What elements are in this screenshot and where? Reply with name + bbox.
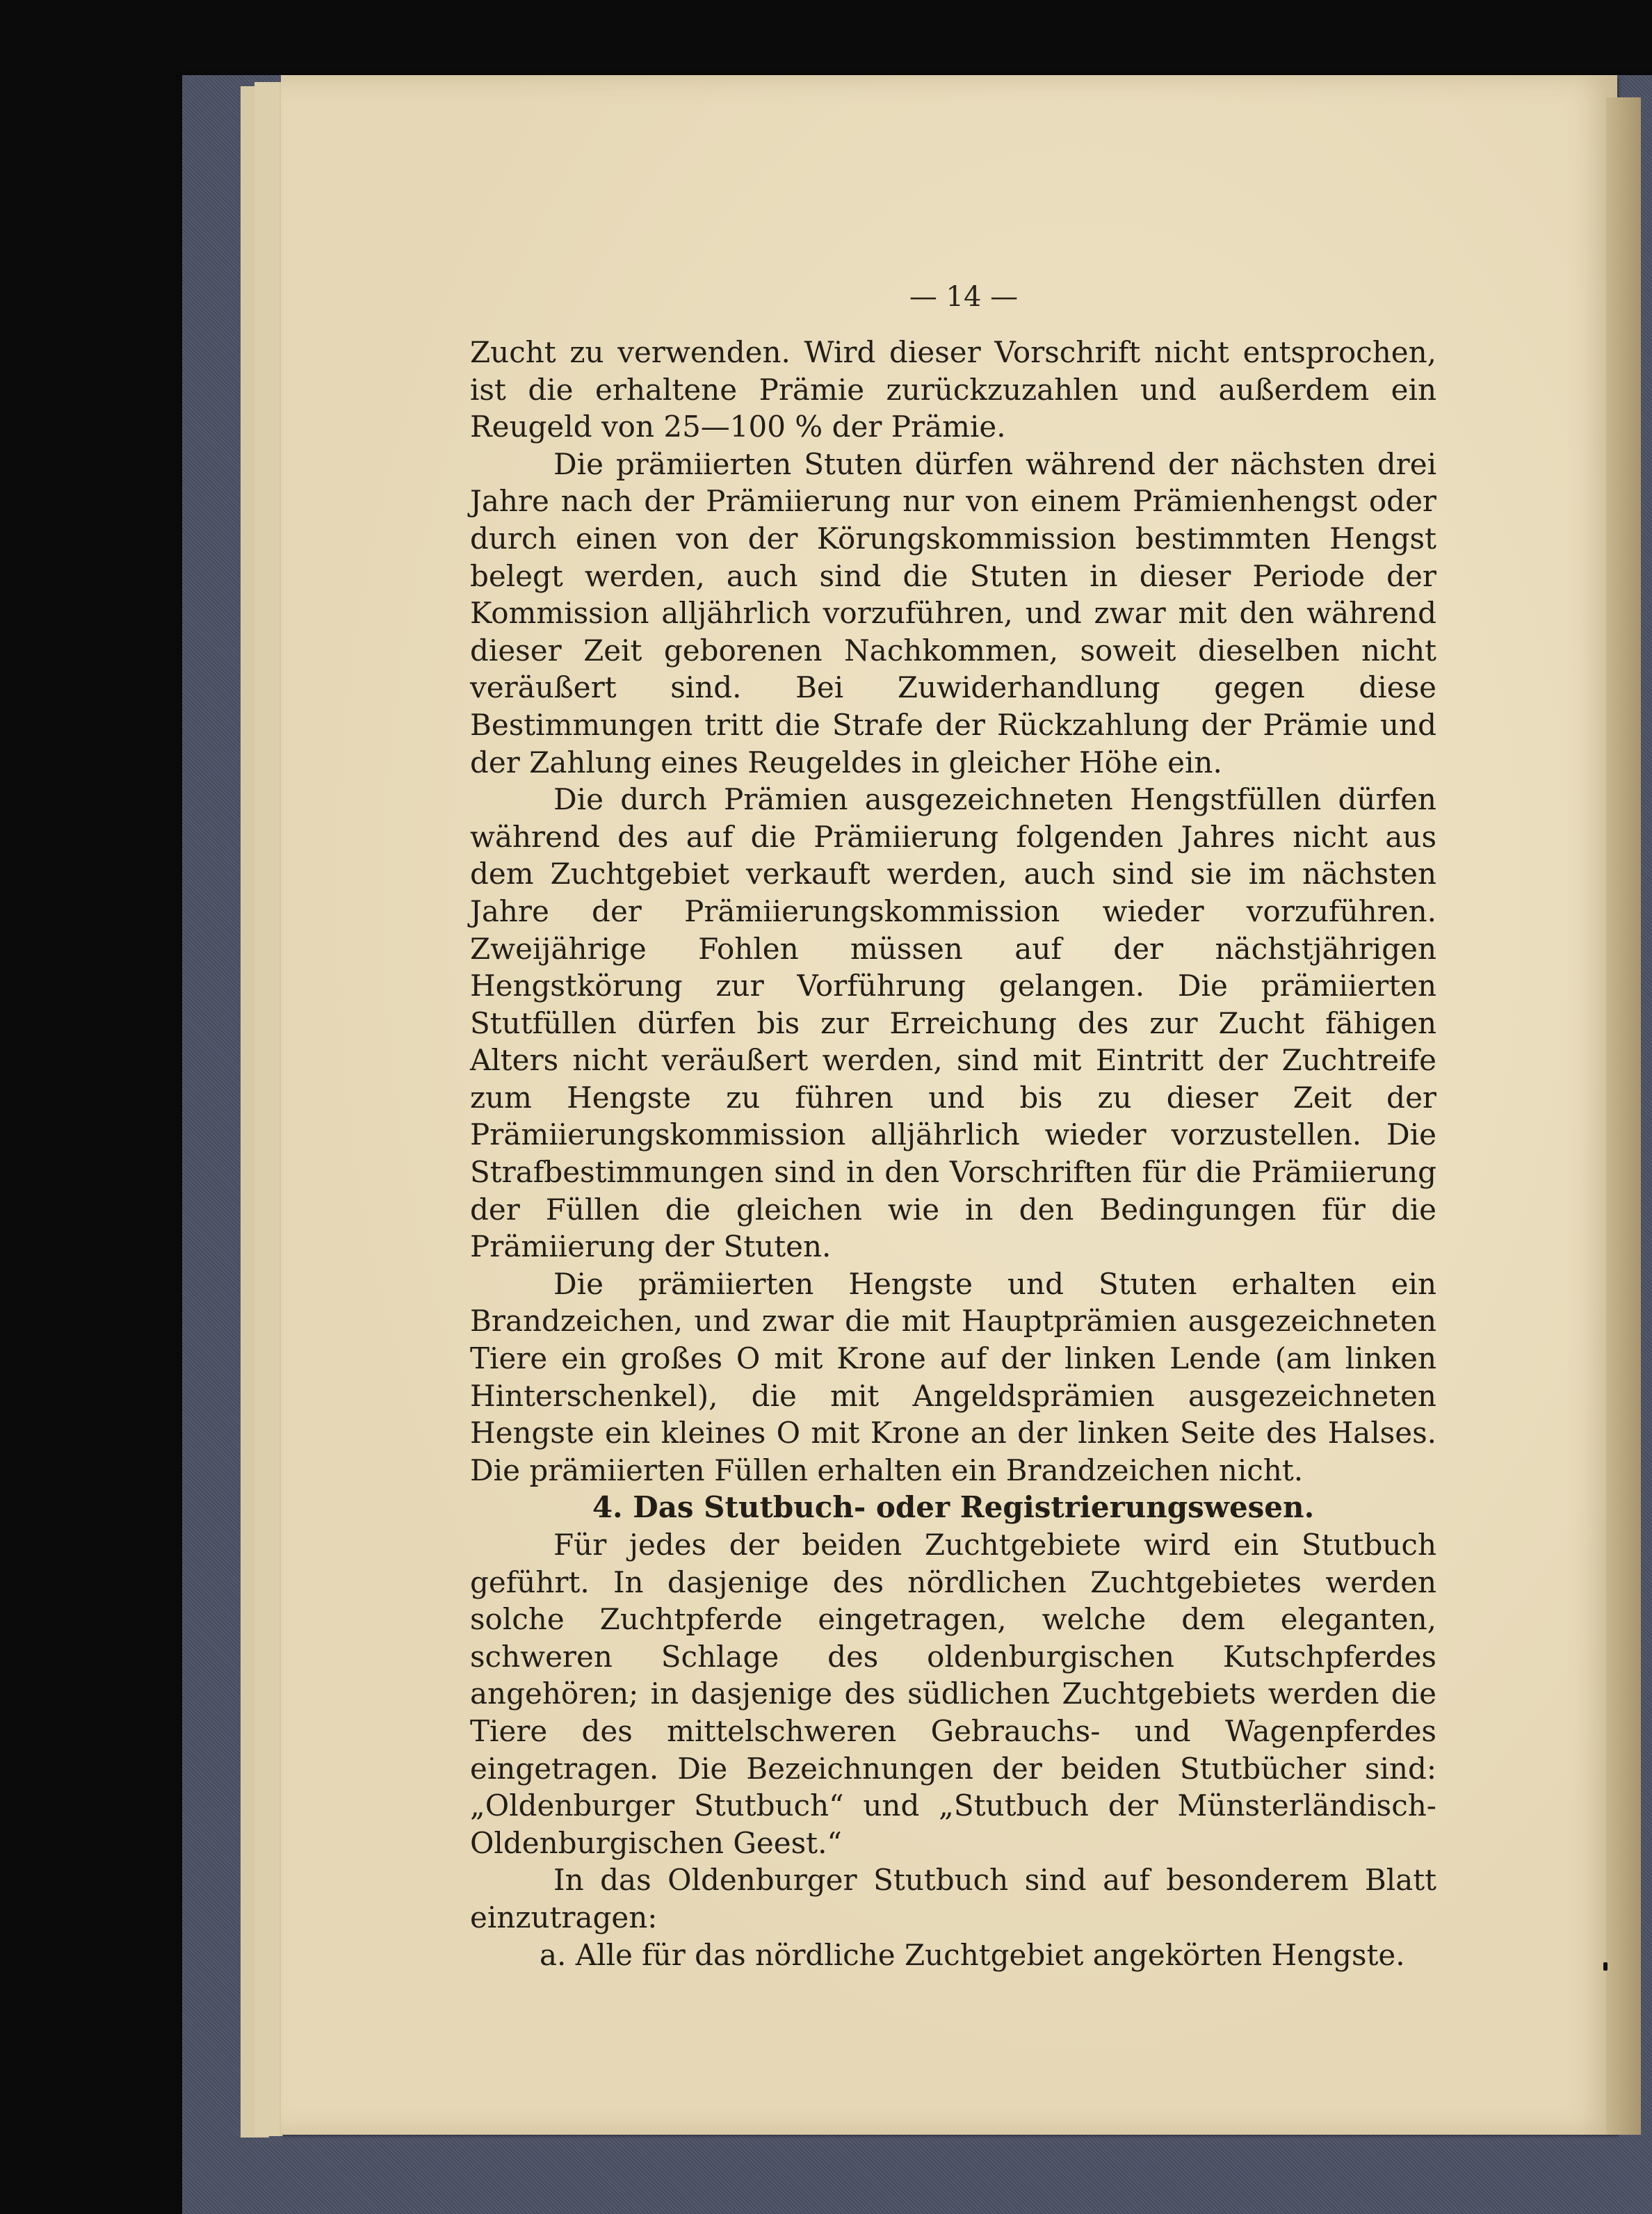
page-gutter bbox=[1606, 97, 1641, 2135]
paragraph: Zucht zu verwenden. Wird dieser Vorschrift nicht entsprochen, ist die erhaltene Prämie zurückzuzahlen und außerdem ein Reugeld von 25—100 % der Prämie. bbox=[470, 335, 1436, 444]
list-item: a. Alle für das nördliche Zuchtgebiet angekörten Hengste. bbox=[540, 1937, 1405, 1972]
section-heading: 4. Das Stutbuch- oder Registrierungswesen. bbox=[592, 1490, 1315, 1525]
paragraph: Die prämiierten Stuten dürfen während der nächsten drei Jahre nach der Prämiierung nur von einem Prämienhengst oder durch einen von der Körungskommission bestimmten Hengst belegt werden, auch sind die Stuten in dieser Periode der Kommission alljährlich vorzuführen, und zwar mit den während dieser Zeit geborenen Nachkommen, soweit dieselben nicht veräußert sind. Bei Zuwiderhandlung gegen diese Bestimmungen tritt die Strafe der Rückzahlung der Prämie und der Zahlung eines Reugeldes in gleicher Höhe ein. bbox=[470, 446, 1436, 779]
paragraph: Die durch Prämien ausgezeichneten Hengstfüllen dürfen während des auf die Prämiierung folgenden Jahres nicht aus dem Zuchtgebiet verkauft werden, auch sind sie im nächsten Jahre der Prämiierungskommission wieder vorzuführen. Zweijährige Fohlen müssen auf der nächstjährigen Hengstkörung zur Vorführung gelangen. Die prämiierten Stutfüllen dürfen bis zur Erreichung des zur Zucht fähigen Alters nicht veräußert werden, sind mit Eintritt der Zuchtreife zum Hengste zu führen und bis zu dieser Zeit der Prämiierungskommission alljährlich wieder vorzustellen. Die Strafbestimmungen sind in den Vorschriften für die Prämiierung der Füllen die gleichen wie in den Bedingungen für die Prämiierung der Stuten. bbox=[470, 782, 1436, 1264]
ink-mark bbox=[1603, 1962, 1608, 1971]
page-number: — 14 — bbox=[909, 281, 1019, 313]
paragraph: In das Oldenburger Stutbuch sind auf besonderem Blatt einzutragen: bbox=[470, 1863, 1436, 1934]
page-edge bbox=[254, 82, 283, 2136]
page-text bbox=[470, 334, 1436, 1973]
paragraph: Die prämiierten Hengste und Stuten erhalten ein Brandzeichen, und zwar die mit Hauptprämien ausgezeichneten Tiere ein großes O mit Krone auf der linken Lende (am linken Hinterschenkel), die mit Angeldsprämien ausgezeichneten Hengste ein kleines O mit Krone an der linken Seite des Halses. Die prämiierten Füllen erhalten ein Brandzeichen nicht. bbox=[470, 1266, 1436, 1487]
paragraph: Für jedes der beiden Zuchtgebiete wird ein Stutbuch geführt. In dasjenige des nördlichen Zuchtgebietes werden solche Zuchtpferde eingetragen, welche dem eleganten, schweren Schlage des oldenburgischen Kutschpferdes angehören; in dasjenige des südlichen Zuchtgebiets werden die Tiere des mittelschweren Gebrauchs- und Wagenpferdes eingetragen. Die Bezeichnungen der beiden Stutbücher sind: „Oldenburger Stutbuch“ und „Stutbuch der Münsterländisch-Oldenburgischen Geest.“ bbox=[470, 1528, 1436, 1860]
